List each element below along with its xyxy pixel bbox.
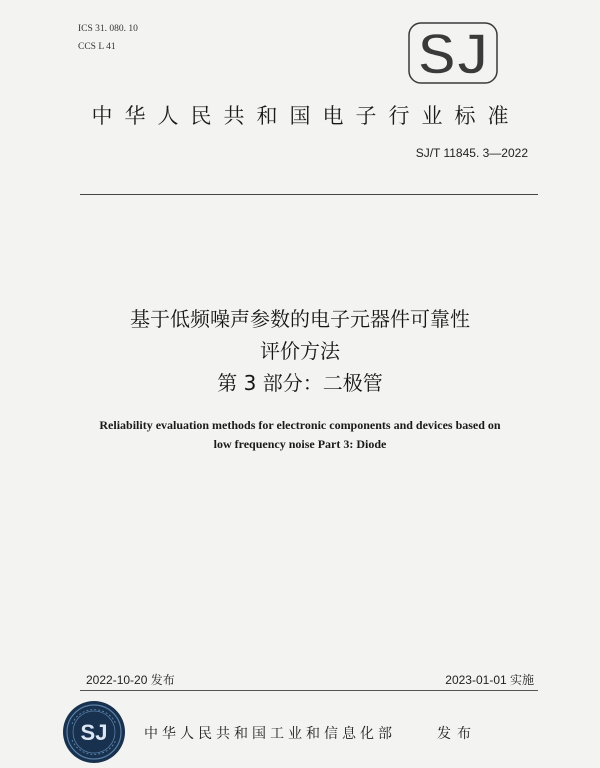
implementation-date: 2023-01-01 实施 [445,673,534,687]
classification-codes [78,20,138,56]
issuer-seal [62,700,126,764]
header-divider [80,194,538,195]
issue-date: 2022-10-20 发布 [86,673,175,687]
chinese-title-line-1: 基于低频噪声参数的电子元器件可靠性 [130,307,470,331]
issuing-authority: 中华人民共和国工业和信息化部 [144,726,396,742]
english-title-line-1: Reliability evaluation methods for electronic components and devices based on [99,418,501,432]
standard-name: 中华人民共和国电子行业标准 [91,104,521,128]
ics-code: ICS 31. 080. 10 [78,24,138,34]
english-title [0,416,600,454]
chinese-title-line-3: 第 3 部分：二极管 [217,371,383,395]
chinese-title [0,303,600,399]
ccs-code: CCS L 41 [78,42,116,52]
footer-divider [80,690,538,691]
english-title-line-2: low frequency noise Part 3: Diode [213,437,387,451]
standard-number: SJ/T 11845. 3—2022 [415,146,528,160]
chinese-title-line-2: 评价方法 [260,339,340,363]
seal-text: SJ [80,720,108,745]
sj-logo [408,22,498,84]
issue-label: 发布 [437,726,477,742]
logo-text: SJ [417,22,489,84]
